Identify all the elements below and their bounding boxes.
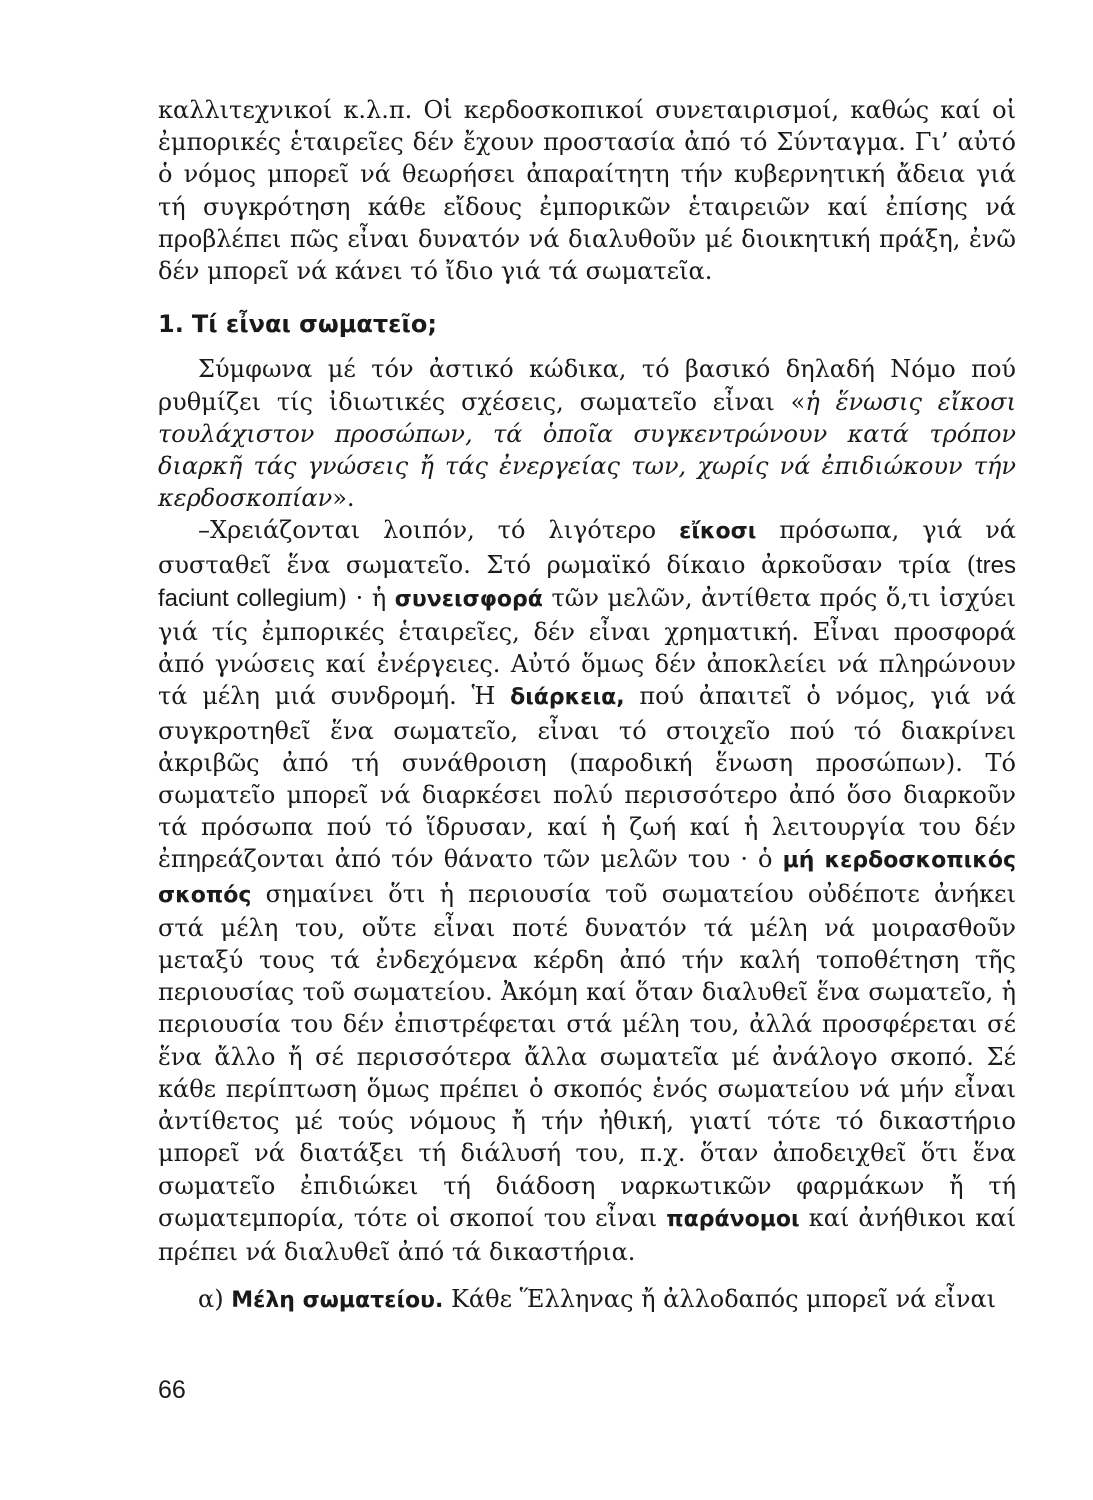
body-text: ) · ἡ	[337, 583, 395, 612]
body-text: τῶν μελῶν, ἀντίθετα πρός ὅ,τι ἰσχύει γιά τίς ἐμπορικές ἑταιρεῖες, δέν εἶναι χρηματική. Εἶναι προσφορά ἀπό γνώσεις καί ἐνέργειες. Αὐτό ὅμως δέν ἀποκλείει νά πληρώνουν τά μέλη μιά συνδρομή. Ἡ	[158, 583, 1016, 711]
definition-lead: Σύμφωνα μέ τόν ἀστικό κώδικα, τό βασικό δηλαδή Νόμο πού ρυθμίζει τίς ἰδιωτικές σχέσεις, σωματεῖο εἶναι «	[158, 355, 1016, 416]
definition-tail: ».	[332, 484, 355, 513]
body-text: καί ἀνήθικοι καί πρέπει νά διαλυθεῖ ἀπό τά δικαστήρια.	[158, 1203, 1016, 1266]
bold-term-contribution: συνεισφορά	[394, 586, 543, 612]
section-heading	[158, 308, 1016, 340]
page-text	[158, 94, 1016, 1317]
intro-paragraph	[158, 94, 1016, 287]
latin-phrase: tres faciunt collegium	[158, 551, 1016, 612]
members-text: Κάθε Ἕλληνας ἤ ἀλλοδαπός μπορεῖ νά εἶναι	[451, 1285, 997, 1314]
members-paragraph	[158, 1283, 1016, 1317]
body-text: σημαίνει ὅτι ἡ περιουσία τοῦ σωματείου οὐδέποτε ἀνήκει στά μέλη του, οὔτε εἶναι ποτέ δυνατόν τά μέλη νά μοιρασθοῦν μεταξύ τους τά ἐνδεχόμενα κέρδη ἀπό τήν καλή τοποθέτηση τῆς περιουσίας τοῦ σωματείου. Ἀκόμη καί ὅταν διαλυθεῖ ἕνα σωματεῖο, ἡ περιουσία του δέν ἐπιστρέφεται στά μέλη του, ἀλλά προσφέρεται σέ ἕνα ἄλλο ἤ σέ περισσότερα ἄλλα σωματεῖα μέ ἀνάλογο σκοπό. Σέ κάθε περίπτωση ὅμως πρέπει ὁ σκοπός ἑνός σωματείου νά μήν εἶναι ἀντίθετος μέ τούς νόμους ἤ τήν ἠθική, γιατί τότε τό δικαστήριο μπορεῖ νά διατάξει τή διάλυσή του, π.χ. ὅταν ἀποδειχθεῖ ὅτι ἕνα σωματεῖο ἐπιδιώκει τή διάδοση ναρκωτικῶν φαρμάκων ἤ τή σωματεμπορία, τότε οἱ σκοποί του εἶναι	[158, 879, 1016, 1232]
definition-paragraph	[158, 353, 1016, 514]
section-title: Τί εἶναι σωματεῖο;	[191, 310, 437, 339]
bold-term-nonprofit-purpose: μή κερδοσκοπικός σκοπός	[158, 848, 1017, 908]
bold-term-duration: διάρκεια,	[510, 685, 625, 711]
members-label: α)	[198, 1285, 224, 1314]
definition-quote: ἡ ἕνωσις εἴκοσι τουλάχιστον προσώπων, τά ὁποῖα συγκεντρώνουν κατά τρόπον διαρκῆ τάς γνώσεις ἤ τάς ἐνεργείας των, χωρίς νά ἐπιδιώκουν τήν κερδοσκοπίαν	[158, 387, 1016, 513]
section-number: 1.	[158, 310, 184, 339]
body-paragraph	[158, 514, 1016, 1268]
intro-text: καλλιτεχνικοί κ.λ.π. Οἱ κερδοσκοπικοί συνεταιρισμοί, καθώς καί οἱ ἐμπορικές ἑταιρεῖες δέν ἔχουν προστασία ἀπό τό Σύνταγμα. Γι’ αὐτό ὁ νόμος μπορεῖ νά θεωρήσει ἀπαραίτητη τήν κυβερνητική ἄδεια γιά τή συγκρότηση κάθε εἴδους ἐμπορικῶν ἑταιρειῶν καί ἐπίσης νά προβλέπει πῶς εἶναι δυνατόν νά διαλυθοῦν μέ διοικητική πράξη, ἐνῶ δέν μπορεῖ νά κάνει τό ἴδιο γιά τά σωματεῖα.	[158, 96, 1016, 286]
body-text: πού ἀπαιτεῖ ὁ νόμος, γιά νά συγκροτηθεῖ ἕνα σωματεῖο, εἶναι τό στοιχεῖο πού τό διακρίνει ἀκριβῶς ἀπό τή συνάθροιση (παροδική ἕνωση προσώπων). Τό σωματεῖο μπορεῖ νά διαρκέσει πολύ περισσότερο ἀπό ὅσο διαρκοῦν τά πρόσωπα πού τό ἵδρυσαν, καί ἡ ζωή καί ἡ λειτουργία του δέν ἐπηρεάζονται ἀπό τόν θάνατο τῶν μελῶν του · ὁ	[158, 682, 1016, 874]
body-text: –Χρειάζονται λοιπόν, τό λιγότερο	[198, 516, 680, 545]
body-text: πρόσωπα, γιά νά συσταθεῖ ἕνα σωματεῖο. Στό ρωμαϊκό δίκαιο ἀρκοῦσαν τρία (	[158, 516, 1017, 579]
page-number: 66	[158, 1376, 186, 1404]
bold-term-illegal: παράνομοι	[666, 1206, 800, 1232]
bold-term-twenty: εἴκοσι	[679, 519, 757, 545]
members-title: Μέλη σωματείου.	[231, 1288, 444, 1314]
